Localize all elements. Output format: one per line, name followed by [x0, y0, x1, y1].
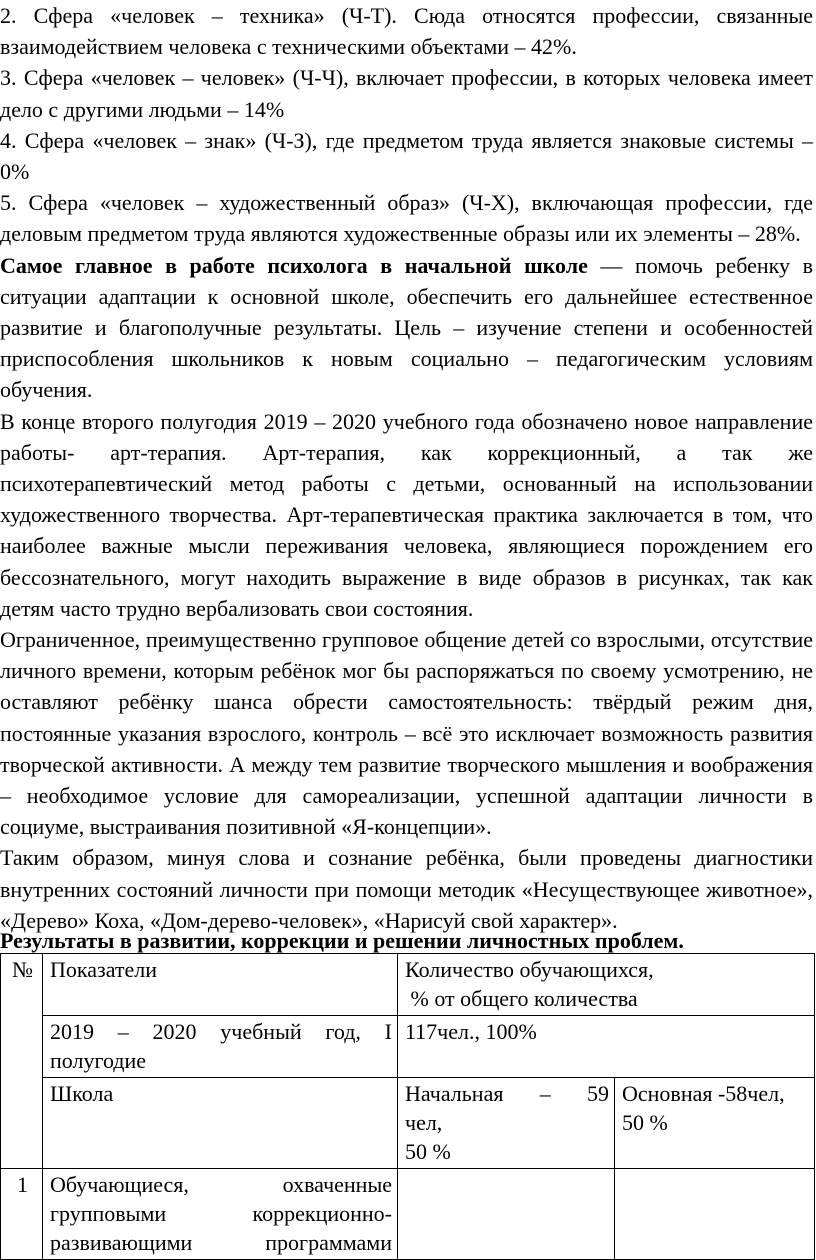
number-sign: № [12, 957, 33, 982]
school-label: Школа [50, 1081, 114, 1106]
psychologist-text: — помочь ребенку в ситуации адаптации к основной школе, обеспечить его дальнейшее естественное развитие и благополучные результаты. Цель – изучение степени и особенностей приспособления школьников к новым социально – педагогическим условиям обучения. [0, 252, 813, 403]
table-row-school [1, 1078, 815, 1169]
results-heading: Результаты в развитии, коррекции и решении личностных проблем. [0, 928, 684, 953]
table-row [1, 1169, 815, 1260]
indicators-label: Показатели [50, 957, 158, 982]
row-number [1, 1169, 43, 1260]
paragraph-sphere-ch-h: 5. Сфера «человек – художественный образ» (Ч-Х), включающая профессии, где деловым предметом труда являются художественные образы или их элементы – 28%. [0, 190, 813, 247]
psychologist-bold-lead: Самое главное в работе психолога в начальной школе [0, 252, 588, 278]
year-line-1: 2019 – 2020 учебный год, I [50, 1019, 392, 1044]
cell-main [615, 1078, 815, 1169]
row1-line-3: развивающими программами [50, 1230, 392, 1255]
primary-line-1: Начальная – 59 [405, 1081, 609, 1106]
paragraph-art-therapy: В конце второго полугодия 2019 – 2020 учебного года обозначено новое направление работы- арт-терапия. Арт-терапия, как коррекционный, а так же психотерапевтический метод работы с детьми, основанный на использовании художественного творчества. Арт-терапевтическая практика заключается в том, что наиболее важные мысли переживания человека, являющиеся порождением его бессознательного, могут находить выражение в виде образов в рисунках, так как детям часто трудно вербализовать свои состояния. [0, 408, 813, 621]
cell-school [43, 1078, 398, 1169]
header-number [1, 954, 43, 1169]
total-value: 117чел., 100% [405, 1019, 537, 1044]
paragraph-sphere-ch-z: 4. Сфера «человек – знак» (Ч-З), где предметом труда является знаковые системы – 0% [0, 127, 813, 185]
header-indicators [43, 954, 398, 1016]
cell-year [43, 1016, 398, 1078]
paragraph-psychologist [0, 250, 813, 406]
main-line-1: Основная -58чел, [622, 1081, 785, 1106]
count-label-line-1: Количество обучающихся, [405, 957, 654, 982]
cell-row1-indicator [43, 1169, 398, 1260]
results-table [0, 953, 815, 1260]
primary-line-3: 50 % [405, 1139, 451, 1164]
count-label-line-2: % от общего количества [405, 986, 638, 1011]
paragraph-limited-communication: Ограниченное, преимущественно групповое общение детей со взрослыми, отсутствие личного времени, которым ребёнок мог бы распоряжаться по своему усмотрению, не оставляют ребёнку шанса обрести самостоятельность: твёрдый режим дня, постоянные указания взрослого, контроль – всё это исключает возможность развития творческой активности. А между тем развитие творческого мышления и воображения – необходимое условие для самореализации, успешной адаптации личности в социуме, выстраивания позитивной «Я-концепции». [0, 627, 813, 840]
row1-line-1: Обучающиеся, охваченные [50, 1172, 392, 1197]
paragraph-sphere-ch-ch: 3. Сфера «человек – человек» (Ч-Ч), включает профессии, в которых человека имеет дело с другими людьми – 14% [0, 65, 813, 122]
cell-row1-primary [398, 1169, 615, 1260]
table-row-year [1, 1016, 815, 1078]
row1-line-2: групповыми коррекционно- [50, 1201, 392, 1226]
row-number-value: 1 [17, 1172, 28, 1197]
table-header-row [1, 954, 815, 1016]
paragraph-sphere-ch-t: 2. Сфера «человек – техника» (Ч-Т). Сюда относятся профессии, связанные взаимодействием человека с техническими объектами – 42%. [0, 3, 813, 60]
main-line-2: 50 % [622, 1110, 668, 1135]
cell-row1-main [615, 1169, 815, 1260]
cell-total [398, 1016, 815, 1078]
year-line-2: полугодие [50, 1048, 147, 1073]
cell-primary [398, 1078, 615, 1169]
primary-line-2: чел, [405, 1110, 443, 1135]
header-count [398, 954, 815, 1016]
paragraph-diagnostics: Таким образом, минуя слова и сознание ребёнка, были проведены диагностики внутренних состояний личности при помощи методик «Несуществующее животное», «Дерево» Коха, «Дом-дерево-человек», «Нарисуй свой характер». [0, 845, 813, 933]
